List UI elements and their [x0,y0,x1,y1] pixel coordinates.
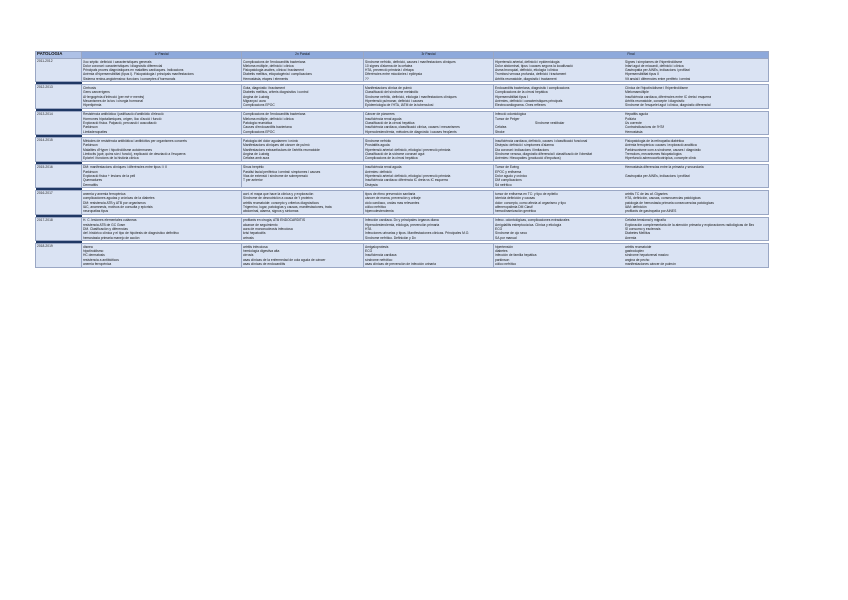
topic-line: aura de mononucleosis infecciosa [243,227,293,231]
topic-line: Hipercolesterolemia, etiología, prevención primaria [365,222,440,227]
topic-line: 10 signes d'alarma de la cefalea [365,63,413,68]
topic-cell[interactable] [82,191,242,214]
topic-line: Classificació del síndrome metabòlic [365,90,419,95]
topic-line: Anèmies: Hiecopaties (producció d'impulsos) [495,156,561,161]
topic-line: diabetes [495,249,508,254]
header-row [36,52,769,59]
topic-line: asas clínicas de endocarditis [243,262,286,267]
topic-line: Angina de Ludwig [243,151,270,156]
topic-line [625,183,704,187]
header-parcial-3[interactable]: 3r Parcial [364,52,494,59]
topic-line: Hipersensibilitat tipus II [625,72,659,77]
topic-line: Diabetis mellitus, etiopatogènia i complicacions [243,72,312,77]
topic-cell[interactable] [242,85,364,108]
topic-cell[interactable] [242,111,364,134]
topic-line: Stroke [495,129,505,134]
topic-line: Insuficiència renal aguda [365,165,402,170]
topic-line: Disèpsia: definició i símptomes d'alarma [495,143,554,148]
year-row [36,59,769,82]
topic-line: Hiperfunció adrenocorticotròpica, concepte clínic [625,156,697,161]
topic-line: profilaxis de gastropatía por AINES [625,209,677,214]
topic-line: hemostasia primaria manejo de acción [83,235,140,240]
topic-line [243,183,362,187]
topic-cell-final[interactable] [494,244,769,267]
topic-line: abdominal, alarma, signos y síntomas [243,209,299,214]
topic-line: Signes i símptomes de l'hipertiroïdisme [625,59,683,64]
topic-line: Insuficiència renal aguda [365,116,402,121]
topic-line: Gens cancerígens [83,90,110,95]
year-cell[interactable]: 2016-2017 [36,191,82,214]
topic-line: Hormones hipotalàmiques, origen, lloc d'acció i funció [83,116,162,121]
topic-line: hipercolesterolemia [365,209,394,214]
exam-topics-table [35,51,769,268]
topic-line: Cefalea tensional y migraña [625,218,666,223]
topic-line: IAM: definición [625,204,647,209]
topic-line: Classificació de la cirrosi hepàtica [365,121,415,126]
topic-line: complicaciones agudas y crónicas de la diabetes [83,196,155,201]
topic-line: Síndrome de ojo seco [495,231,528,236]
topic-cell-final[interactable] [494,85,769,108]
topic-line: gastroduplex [625,249,644,254]
topic-line: artritis reumatoide [625,244,652,249]
topic-line: Hemostàsia diferencias entre la primaria y secundaria [625,165,704,170]
topic-line: Complicacions de la cirrosi hepàtica [495,90,548,95]
year-cell[interactable]: 2011-2012 [36,59,82,82]
topic-line: Tumor de Pelger [495,116,520,121]
topic-cell[interactable] [242,191,364,214]
year-cell[interactable]: 2015-2016 [36,164,82,187]
topic-line: Epicriel i funcions de la història clínica [83,156,139,161]
topic-line: Patologia reumàtica [243,121,273,126]
topic-line: cólico nefrítico [365,204,387,209]
topic-line: ?? [365,76,369,81]
topic-line: Amigaloprotesis [365,244,389,249]
topic-line: IAC, anamnesis, motivos de consulta y epicrisis [83,204,153,209]
topic-line: EPOC y enfisema [495,169,522,174]
topic-line: Prostatitis aguda [365,143,390,148]
topic-line: def. histórico clínica y el tipo de hipótesis de diagnóstico definitivo [83,231,179,236]
topic-line: dolor: concepto, como afecta al organismo y tipo [495,200,566,205]
topic-line: asas clínicas de la enfermedad de cola aguda de cáncer [243,257,326,262]
header-final[interactable]: Final [494,52,769,59]
topic-cell[interactable] [364,59,494,82]
topic-line: DM complicacions [495,178,522,183]
topic-line: Sistema renina-angiotensina: funcions i conceptes d'hormonals [83,76,176,81]
topic-line: Trombosi venosa profunda, definició i tractament [495,72,567,77]
topic-line: DM: resistencia ATB y ATB por organismos [83,200,146,205]
topic-line: Causes d'endocarditis bacteriana [243,125,292,130]
topic-line: T per anterior [243,178,263,183]
topic-line: Hipertensió arterial: definició, etiologia i prevenció primària [365,147,451,152]
topic-line: Cefalea amb aura [243,156,270,161]
topic-line: Síndrome nefròtic [365,138,392,143]
topic-line: ECG [495,227,503,231]
topic-line: artritis TC de las af. Gigantes [625,191,668,196]
topic-line: Epidemiologia de l'HTA, IATM de la tuberculosi [365,103,434,108]
topic-cell[interactable] [82,138,242,161]
year-row [36,111,769,134]
topic-cell[interactable] [82,217,242,240]
topic-line: Síndrome nefrítico. Definición y Dx [365,235,416,240]
topic-line: Quemadures [83,178,103,183]
topic-line: Anèmia ferropènica: causes i exploració analítica [625,143,697,148]
topic-line: Amígdalitis estreptocócica. Clínica y etiología [495,222,562,227]
topic-line: Vias de extensió i síndrome de sobrepressió [243,174,308,179]
topic-line: Infección cardíaca. Dx y principales órganos diana [365,218,439,223]
topic-cell-final[interactable] [494,217,769,240]
topic-line: angina de pecho [625,257,650,262]
topic-line: Complicacions de l'endocarditis bacteriana [243,59,306,64]
topic-line: Diabetes Mellitus [625,231,651,236]
header-parcial-1[interactable]: 1r Parcial [82,52,242,59]
topic-line: Angina de Ludwig [243,94,270,99]
topic-line: krisi hepatocitis [243,231,266,236]
topic-line: ictericia definición y causas [495,196,535,201]
topic-line: ciclo cardíaco, ondas mas relevantes [365,200,420,205]
topic-cell[interactable] [242,217,364,240]
topic-line: cólico nefrítico [495,262,517,267]
topic-cell[interactable] [82,164,242,187]
topic-line: Paràlisi facial perifèrica i central: símptomes i causes [243,169,321,174]
topic-line: aort. el mapa que hace la clínica y y exploración [243,191,314,196]
topic-cell[interactable] [364,85,494,108]
topic-cell-final[interactable] [494,191,769,214]
topic-line: Hepatitis aguda [625,112,648,117]
header-patologia[interactable]: PATOLOGIA [36,52,82,59]
topic-line: Sinus herpètic [243,165,264,170]
topic-line: H. C. lesiones elementales cutáneas [83,218,137,223]
topic-line: Insuficiència cardíaca, diferències entre IC dreta i esquerra [625,94,712,99]
topic-line: Artritis reumatoide, diagnòstic i tractament [495,76,557,81]
topic-line: Resistència antibiòtica i justificació d'antibiòtic d'elecció [83,112,164,117]
topic-line: hemiología digestiva alta [243,249,280,254]
topic-line: Síndrome nefrític, definició, etiologia i manifestacions clíniques [365,94,457,99]
topic-line: DM: manifestacions clíniques i diferències entre tipus I i II [83,165,167,170]
topic-line: Hipercolesterolèmia, mètodes de diagnòstic i causes freqüents [365,129,457,134]
topic-line: neuropatias tipus [83,209,109,214]
topic-cell[interactable] [82,111,242,134]
topic-line: Anèmia d'hipersensibilitat (tipus I). Fisiopatologia i principals manifestacions [83,72,194,77]
topic-line: Electrocardiograma. Ones reflexes [495,103,546,108]
topic-line: Cirrhosis [83,85,97,90]
topic-line: Classificació de la sídrome coronari agut [365,151,425,156]
topic-line: Xoc sèptic: definició i característiques generals [83,59,152,64]
topic-line: Patologia del dolor agudamen i crònic [243,138,299,143]
topic-line: SÍ consumo y esclerosis [625,227,661,231]
topic-line: Parkinson [83,169,98,174]
topic-line: patologia de hemostasia primaria consecuencias patologicas [625,200,714,205]
topic-line: Exploració física. Palpació, percussió i auscultació [83,121,157,126]
topic-line: Insuficiencia cardiaca [365,253,397,258]
topic-line: Síndrome venosa, diagnòstic diferencial i classificació de l'obesitat [495,151,593,156]
topic-line: alcance de seguimiento [243,222,278,227]
year-row [36,217,769,240]
topic-line: Sd nefrítico [495,182,512,187]
topic-line: Vit ansial i diferencies entre perifèric i central [625,76,691,81]
topic-cell[interactable] [242,59,364,82]
topic-line: resistencia ATB de GC Gram [83,222,126,227]
topic-line: SA por manual [495,235,517,240]
topic-line: resistencia a antibióticos [83,257,119,262]
topic-line: Hiperlipèmia [83,103,102,108]
year-cell[interactable]: 2014-2015 [36,138,82,161]
year-row [36,138,769,161]
year-row [36,164,769,187]
topic-line: Endocarditis bacteriana, diagnòstic i complicacions [495,85,570,90]
year-cell[interactable]: 2017-2018 [36,217,82,240]
topic-line: Mieloma múltiple, definició i clínica [243,116,294,121]
topic-line: Diabetis mellitus, criteris diagnòstics i control [243,90,309,95]
topic-line: Limfadenopaties [83,129,108,134]
year-cell[interactable]: 2012-2013 [36,85,82,108]
topic-line: Síndrome de l'esquelet agut i clínica, diagnòstic diferencial [625,103,711,108]
topic-line: Anemia [625,235,637,240]
topic-line: Infecció odontològica [495,112,526,117]
topic-line: Complicacions de la cirrosi hepàtica [365,156,418,161]
topic-cell-final[interactable] [494,164,769,187]
year-row [36,191,769,214]
topic-cell[interactable] [242,164,364,187]
topic-line: Al·lergogènia d'infecció (per mè·n·menès) [83,94,145,99]
topic-line: Limfocits (què, quins són i funció), explicació de desviació a l'esquerra [83,151,186,156]
topic-cell[interactable] [364,111,494,134]
topic-line: Infecc. odontológicas, complicaciones extradurales [495,218,570,223]
topic-line: Anèmies, definició i característiques principals [495,98,563,103]
topic-line: Síndrome nefròtic, definició, causes i manifestacions clíniques [365,59,456,64]
topic-cell-final[interactable] [494,138,769,161]
topic-line: Asma bronquial, definició, etiologia i clínica [495,68,558,73]
topic-line: Malalties d'Hyper i hipotiroïdisme autoimmunes [83,147,152,152]
topic-line: hemodinamización genética [495,209,536,214]
topic-line: hipertensión [495,244,513,249]
topic-cell[interactable] [82,59,242,82]
year-cell[interactable]: 2013-2014 [36,111,82,134]
topic-line: alfeneropalimia DM Clasif [495,204,533,209]
topic-line: Tumor de Ewing [495,165,519,170]
table-body [36,59,769,268]
topic-line: Síndrome vestibular [535,121,565,126]
topic-cell[interactable] [82,244,242,267]
topic-line: Infecciones urinarias y tipos. Manifestaciones clínicas. Principales M.O. [365,231,470,236]
topic-line: HC dermatosis [83,253,105,258]
topic-cell[interactable] [242,244,364,267]
topic-line: Hipertensió arterial, definició i epidemiologia [495,59,560,64]
topic-line: Dolor agudo y crónico [495,174,528,179]
topic-line: Càncer de pàncrees [365,112,395,117]
topic-line: Insuficiència cardíaca, definició, causes i classificació funcional [495,138,588,143]
topic-line: Complicacions de l'endocarditis bacteriana [243,112,306,117]
topic-line: Mètodes de resistència antibiòtica i antibiòtics per organismes concrets [83,138,187,143]
topic-line: Hipertensió pulmonar, definició i causes [365,98,424,103]
topic-line: Parkinsonisme com a síndrome, causes i diagnòstic [625,147,701,152]
topic-cell[interactable] [82,85,242,108]
topic-line: Dia coronari: indicacions i limitacions [495,147,549,152]
topic-line: artrosis [243,235,254,240]
topic-line: Anèmies: definició [365,169,392,174]
topic-line: Exploración complementaria de la atención primaria y exploraciones radiológicas de Bec [625,222,755,227]
topic-line: Insuficiència cardíaca: diferència IC dreta vs IC esquerra [365,178,448,183]
topic-line: artritis infecciosa [243,244,268,249]
topic-line: HTA [365,227,372,231]
topic-cell[interactable] [364,138,494,161]
topic-cell[interactable] [364,164,494,187]
topic-line: Dolor abdominal, tipus i causes segons la localització [495,63,573,68]
topic-line: Cefalea [495,125,507,130]
topic-line: Manifestacions clínica de pulmó [365,85,412,90]
topic-line: Clínica de l'hipotiroïdisme i l'hipertiroïdisme [625,85,689,90]
topic-line: tumor de enfisema en TC: y tipo de epitelio [495,191,558,196]
topic-line: anemia y anemia ferropènica [83,191,126,196]
topic-line: Mieloma múltiple, definició i clínica [243,63,294,68]
topic-line: cáncer de mama, prevención y cribaje [365,196,421,201]
topic-line: HTA, definición, causas, consecuencias patológicas [625,196,701,201]
topic-line: Hipertensió arterial: definició, etiologia i prevenció primària [365,174,451,179]
topic-line: hipotiroidismo [83,249,104,254]
topic-line: artritis reumatoide: concepto y criterios diagnósticos [243,200,319,205]
topic-cell-final[interactable] [494,111,769,134]
topic-line: Fisiopatologia de la retinopatia diabètica [625,138,684,143]
topic-line: Manifestacions extraarticulars de l'artritis reumatoide [243,147,320,152]
topic-line: parkinson [495,257,510,262]
topic-line: síndrome nefrótico [365,257,393,262]
topic-line: Hipersensibilitat tipus I [495,94,528,99]
topic-line: Dermatitis [83,182,98,187]
topic-line: Parkinson [83,143,98,148]
topic-line: Diferències entre mioclònies i epilèpsia [365,72,422,77]
topic-line: Gastropatia per AINEs, indicacions i profilaxi [625,68,690,73]
year-row [36,85,769,108]
topic-line: Tremolors, mecanismes fisiopatològics [625,151,682,156]
topic-line: Infart agut de miocardi, definició i clínica [625,63,684,68]
topic-line: profilaxis en cirugía, ATB ENDOCARDITIS [243,218,306,223]
topic-line: asas clínicas de prevención de infección urinaria [365,262,436,267]
topic-line: HTA, prevenció primària i d'etapa [365,68,414,73]
topic-line: Principals proves diagnòstiques en malalties cardíaques. Indicacions [83,68,184,73]
topic-line: Trigemino, lugar, patologías y causas, manifestaciones, trata [243,204,332,209]
topic-line: Fisiopatologia ascites, clínica i tractament [243,68,304,73]
topic-line: manifestaciones cáncer de pulmón [625,262,676,267]
topic-line: Hemostàsia [625,129,643,134]
topic-line: infección de familia hepática [495,253,537,258]
topic-line: anemia ferropénica [83,262,112,267]
topic-line: síndrome hepatorenal masivo [625,253,669,258]
topic-line: Migranya i aura [243,98,266,103]
topic-line: DM. Clasificación y diferencias [83,227,128,231]
topic-cell[interactable] [364,191,494,214]
year-row [36,244,769,267]
topic-line: Hemostàsia, etapes i elements [243,76,289,81]
topic-line: ECG [365,249,373,254]
topic-line: Poliúria [625,116,636,121]
topic-line: Manifestacions clíniques del càncer de pulmó [243,143,310,148]
topic-line: Dolor coronari: característiques i diagnòstic diferencial [83,63,163,68]
topic-line: Insuficiència cardíaca, classificació clínica, causes i mecanismes [365,125,460,130]
topic-line: Disèpsia [365,182,378,187]
topic-line: Complicacions EPOC [243,129,275,134]
year-cell[interactable]: 2018-2019 [36,244,82,267]
topic-line: Parkinson [83,125,98,130]
topic-line: disnea [83,244,93,249]
topic-line: Exploració física + lesions de la pell [83,174,136,179]
topic-line: Complicacions EPOC [243,103,275,108]
topic-line: Contraindicacions de l'HTA [625,125,665,130]
topic-line: Síndrome de desnutrición a causa de 't proteins [243,196,313,201]
topic-cell[interactable] [242,138,364,161]
topic-line: Gastropatia per AINEs, indicacions i profilaxi [625,174,690,179]
topic-line: Mecanismes de la tos i cirurgia hormonal [83,98,143,103]
topic-line: Ús correcte [625,121,642,126]
topic-line: cirrosis [243,253,254,258]
topic-line: tipos de ritmo prevención sanitaria [365,191,416,196]
topic-cell-final[interactable] [494,59,769,82]
header-parcial-2[interactable]: 2n Parcial [242,52,364,59]
topic-cell[interactable] [364,217,494,240]
topic-line: Gota, diagnòstic i tractament [243,85,285,90]
topic-line: Artritis reumatoide, concepte i diagnòstic [625,98,685,103]
topic-cell[interactable] [364,244,494,267]
topic-line: Mielomamúltiple [625,90,649,95]
